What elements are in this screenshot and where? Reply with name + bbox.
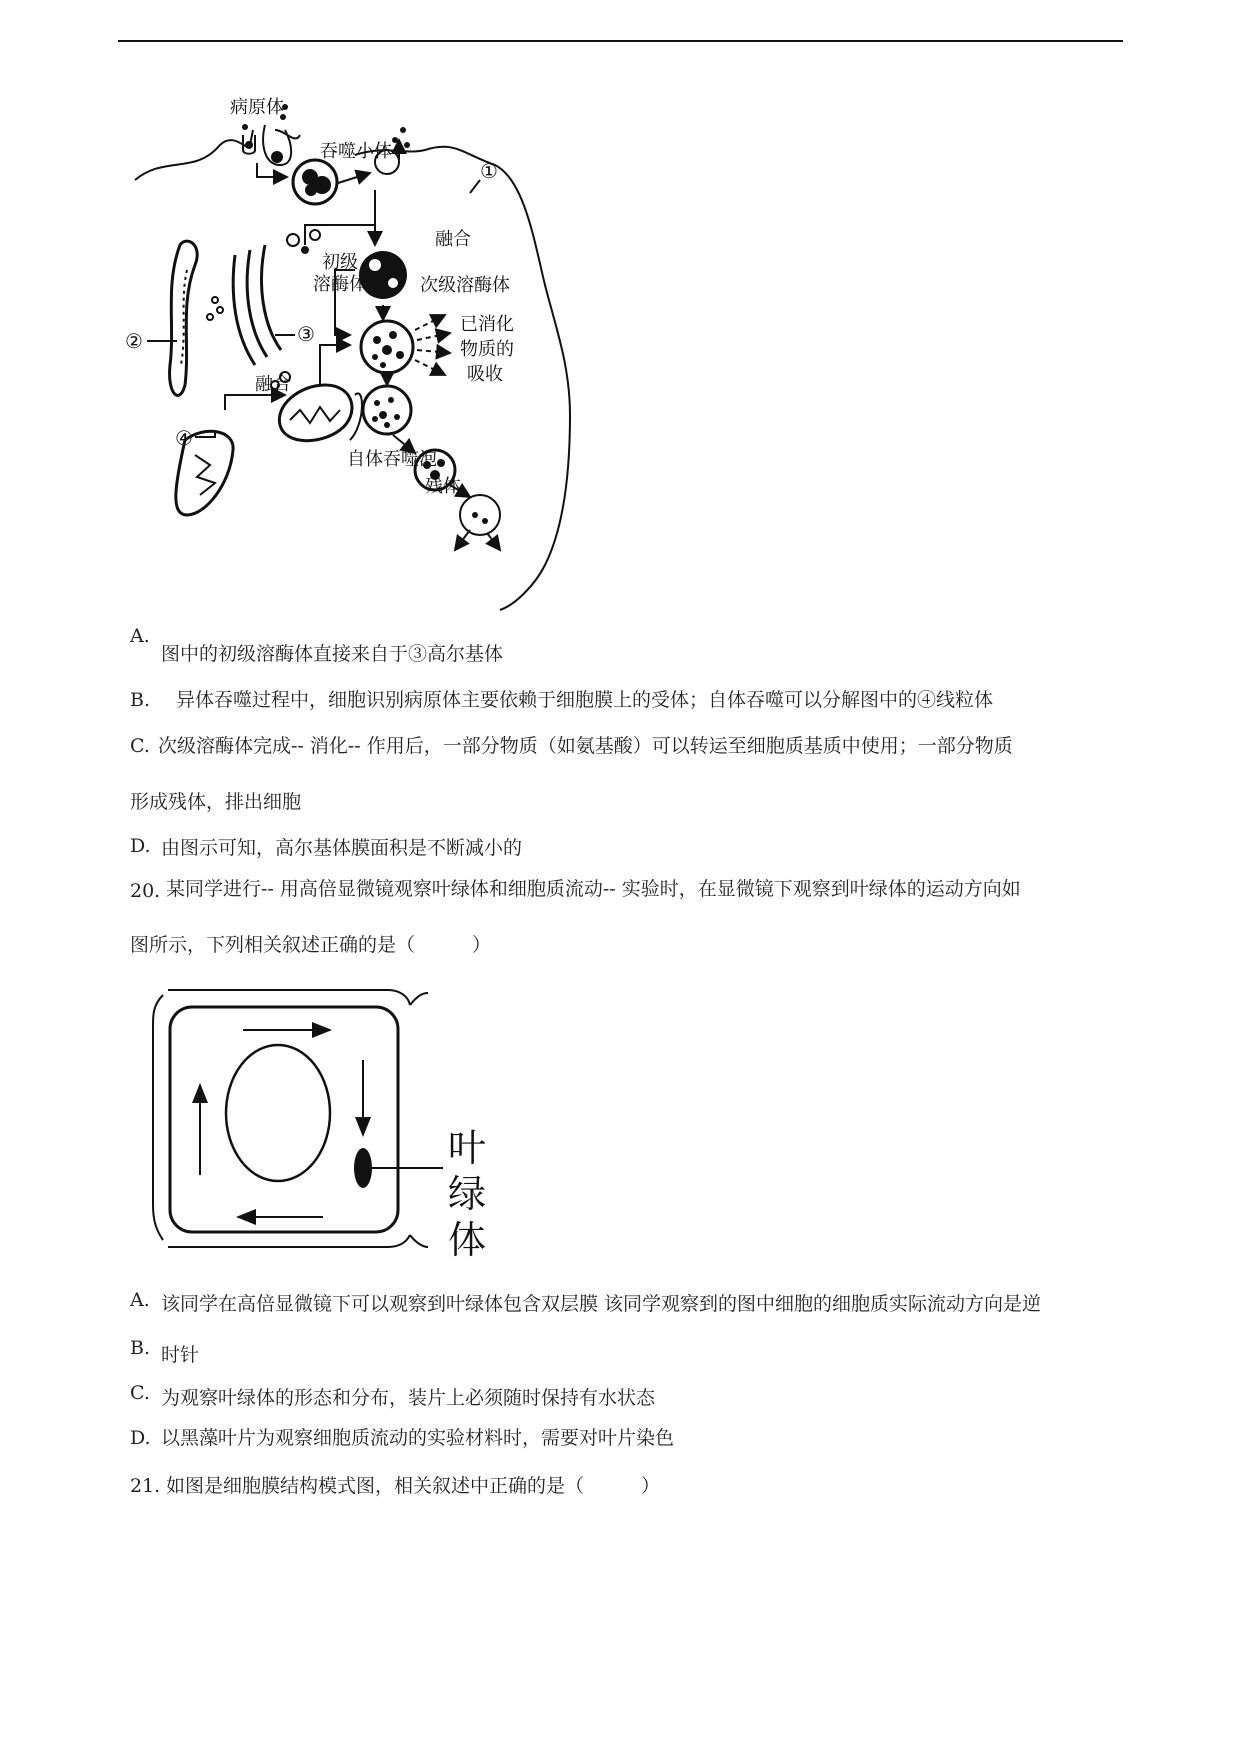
q19-option-a-label: A.	[130, 625, 150, 647]
q19-option-d-label: D.	[130, 835, 151, 857]
chloroplast-label	[448, 1125, 496, 1263]
q20-option-a-label: A.	[130, 1289, 150, 1311]
chloroplast-label-char-3: 体	[448, 1218, 487, 1262]
q20-option-b-label: B.	[130, 1337, 151, 1359]
q20-option-b-text: 时针	[161, 1344, 200, 1366]
label-absorb-3: 吸收	[467, 364, 503, 385]
label-autophagosome: 自体吞噬泡	[347, 449, 437, 470]
label-primary-lysosome-1: 初级	[322, 252, 358, 273]
q20-stem-2: 图所示，下列相关叙述正确的是（ ）	[130, 934, 492, 956]
lysosome-diagram	[125, 85, 595, 615]
chloroplast-label-char-2: 绿	[448, 1172, 487, 1216]
label-secondary-lysosome: 次级溶酶体	[420, 275, 510, 296]
q20-option-c-text: 为观察叶绿体的形态和分布，装片上必须随时保持有水状态	[161, 1387, 656, 1409]
q19-option-a-text: 图中的初级溶酶体直接来自于③高尔基体	[161, 643, 504, 665]
q19-option-b-text: 异体吞噬过程中，细胞识别病原体主要依赖于细胞膜上的受体；自体吞噬可以分解图中的④线粒体	[176, 689, 994, 711]
label-fusion-top: 融合	[435, 229, 471, 250]
q19-option-c-text: 次级溶酶体完成-- 消化-- 作用后，一部分物质（如氨基酸）可以转运至细胞质基质中使用；一部分物质	[158, 735, 1013, 757]
marker-4: ④	[175, 426, 193, 450]
marker-3: ③	[297, 322, 315, 346]
label-fusion-bottom: 融合	[255, 374, 291, 395]
q20-stem: 某同学进行-- 用高倍显微镜观察叶绿体和细胞质流动-- 实验时，在显微镜下观察到叶绿体的运动方向如	[166, 878, 1021, 900]
label-phagosome: 吞噬小体	[320, 141, 392, 162]
label-absorb-2: 物质的	[460, 339, 514, 360]
q19-option-b-label: B.	[130, 689, 151, 711]
q21-stem: 如图是细胞膜结构模式图，相关叙述中正确的是（ ）	[166, 1475, 661, 1497]
chloroplast-label-char-1: 叶	[448, 1126, 487, 1170]
q20-option-d-text: 以黑藻叶片为观察细胞质流动的实验材料时，需要对叶片染色	[161, 1427, 675, 1449]
q19-option-c-label: C.	[130, 735, 150, 757]
q20-option-a-text: 该同学在高倍显微镜下可以观察到叶绿体包含双层膜 该同学观察到的图中细胞的细胞质实际流动方向是逆	[161, 1293, 1042, 1315]
label-absorb-1: 已消化	[460, 314, 514, 335]
marker-1: ①	[480, 159, 498, 183]
plant-cell-diagram	[148, 985, 498, 1255]
marker-2: ②	[125, 329, 143, 353]
label-primary-lysosome-2: 溶酶体	[313, 274, 367, 295]
q20-number: 20.	[130, 880, 161, 902]
label-pathogen: 病原体	[230, 97, 284, 118]
q20-option-c-label: C.	[130, 1382, 150, 1404]
chloroplast-shape	[354, 1148, 372, 1188]
q19-option-c-text-2: 形成残体，排出细胞	[130, 791, 302, 813]
label-residual-body: 残体	[425, 476, 461, 497]
q19-option-d-text: 由图示可知，高尔基体膜面积是不断减小的	[161, 837, 523, 859]
q21-number: 21.	[130, 1475, 161, 1497]
q20-option-d-label: D.	[130, 1427, 151, 1449]
header-rule	[118, 40, 1123, 42]
